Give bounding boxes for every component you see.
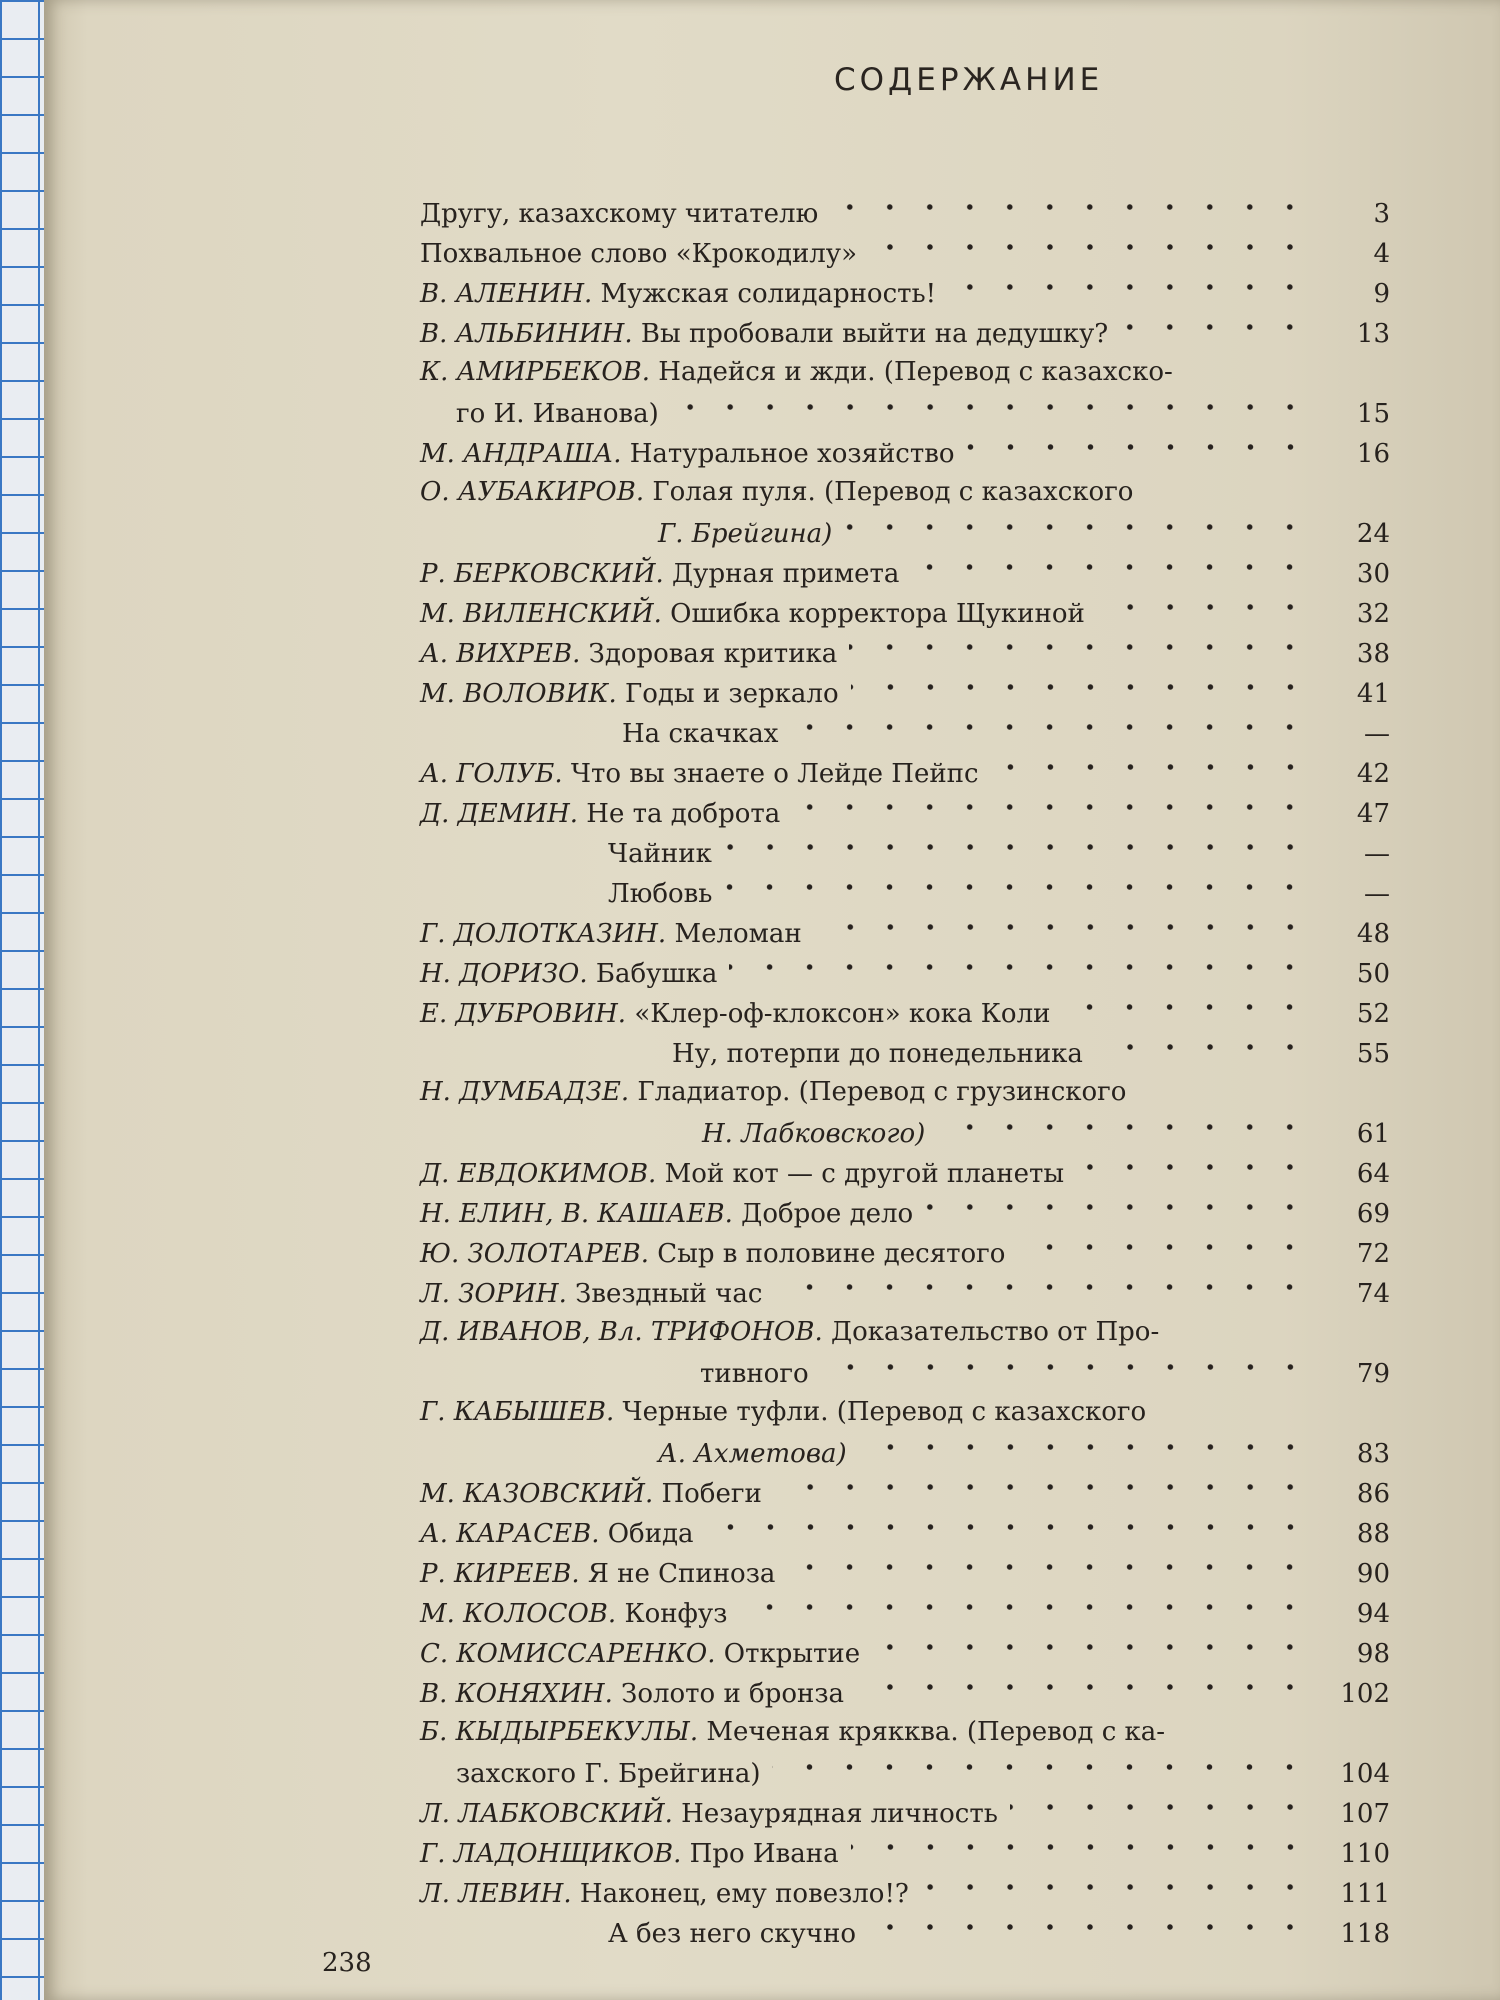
page-number: 90 bbox=[1356, 1559, 1390, 1589]
toc-entry: А. КАРАСЕВ. Обида 88 bbox=[420, 1512, 1390, 1552]
page-number: 86 bbox=[1356, 1479, 1390, 1509]
page-number: 88 bbox=[1356, 1519, 1390, 1549]
toc-entry-continuation: захского Г. Брейгина) 104 bbox=[420, 1752, 1390, 1792]
page-number: — bbox=[1364, 719, 1390, 749]
page-number: 13 bbox=[1356, 319, 1390, 349]
toc-entry: Л. ЛЕВИН. Наконец, ему повезло!? 111 bbox=[420, 1872, 1390, 1912]
graph-paper-background bbox=[0, 0, 46, 2000]
page-number: 102 bbox=[1340, 1679, 1390, 1709]
page-number: 61 bbox=[1356, 1119, 1390, 1149]
page-number: 111 bbox=[1340, 1879, 1390, 1909]
toc-entry: Н. ЕЛИН, В. КАШАЕВ. Доброе дело 69 bbox=[420, 1192, 1390, 1232]
toc-entry: М. КОЛОСОВ. Конфуз 94 bbox=[420, 1592, 1390, 1632]
toc-entry: Ю. ЗОЛОТАРЕВ. Сыр в половине десятого 72 bbox=[420, 1232, 1390, 1272]
toc-entry: М. ВИЛЕНСКИЙ. Ошибка корректора Щукиной 32 bbox=[420, 592, 1390, 632]
page-title: СОДЕРЖАНИЕ bbox=[834, 62, 1104, 98]
toc-entry: А. ВИХРЕВ. Здоровая критика 38 bbox=[420, 632, 1390, 672]
page-number: 41 bbox=[1356, 679, 1390, 709]
toc-entry: Д. ЕВДОКИМОВ. Мой кот — с другой планеты 64 bbox=[420, 1152, 1390, 1192]
page-number: 3 bbox=[1373, 199, 1390, 229]
toc-entry: Похвальное слово «Крокодилу» 4 bbox=[420, 232, 1390, 272]
page-folio: 238 bbox=[322, 1948, 372, 1978]
page-number: 32 bbox=[1356, 599, 1390, 629]
toc-entry: Д. ДЕМИН. Не та доброта 47 bbox=[420, 792, 1390, 832]
page-number: — bbox=[1364, 839, 1390, 869]
toc-entry-sub: Ну, потерпи до понедельника 55 bbox=[420, 1032, 1390, 1072]
page-number: 15 bbox=[1356, 399, 1390, 429]
toc-entry: М. КАЗОВСКИЙ. Побеги 86 bbox=[420, 1472, 1390, 1512]
toc-entry: Р. БЕРКОВСКИЙ. Дурная примета 30 bbox=[420, 552, 1390, 592]
page-number: 16 bbox=[1356, 439, 1390, 469]
toc-entry-continuation: го И. Иванова) 15 bbox=[420, 392, 1390, 432]
toc-entry-sub: Любовь — bbox=[420, 872, 1390, 912]
book-page bbox=[44, 0, 1500, 2000]
toc-entry: Б. КЫДЫРБЕКУЛЫ. Меченая крякква. (Перевод с ка- bbox=[420, 1717, 1166, 1747]
toc-entry: А. ГОЛУБ. Что вы знаете о Лейде Пейпс 42 bbox=[420, 752, 1390, 792]
toc-entry: Г. КАБЫШЕВ. Черные туфли. (Перевод с казахского bbox=[420, 1397, 1147, 1427]
toc-entry-sub: На скачках — bbox=[420, 712, 1390, 752]
toc-entry: Н. ДУМБАДЗЕ. Гладиатор. (Перевод с грузинского bbox=[420, 1077, 1127, 1107]
page-number: 50 bbox=[1356, 959, 1390, 989]
page-number: — bbox=[1364, 879, 1390, 909]
page-number: 94 bbox=[1356, 1599, 1390, 1629]
toc-entry: В. АЛЬБИНИН. Вы пробовали выйти на дедушку? 13 bbox=[420, 312, 1390, 352]
table-of-contents bbox=[420, 192, 1390, 1952]
toc-entry: К. АМИРБЕКОВ. Надейся и жди. (Перевод с казахско- bbox=[420, 357, 1173, 387]
page-number: 42 bbox=[1356, 759, 1390, 789]
page-number: 72 bbox=[1356, 1239, 1390, 1269]
page-number: 48 bbox=[1356, 919, 1390, 949]
toc-entry-continuation: Н. Лабковского) 61 bbox=[420, 1112, 1390, 1152]
toc-entry: Е. ДУБРОВИН. «Клер-оф-клоксон» кока Коли 52 bbox=[420, 992, 1390, 1032]
page-number: 69 bbox=[1356, 1199, 1390, 1229]
page-number: 83 bbox=[1356, 1439, 1390, 1469]
page-number: 110 bbox=[1340, 1839, 1390, 1869]
toc-entry: Р. КИРЕЕВ. Я не Спиноза 90 bbox=[420, 1552, 1390, 1592]
toc-entry: Г. ЛАДОНЩИКОВ. Про Ивана 110 bbox=[420, 1832, 1390, 1872]
page-number: 38 bbox=[1356, 639, 1390, 669]
toc-entry: Д. ИВАНОВ, Вл. ТРИФОНОВ. Доказательство от Про- bbox=[420, 1317, 1160, 1347]
toc-entry: В. КОНЯХИН. Золото и бронза 102 bbox=[420, 1672, 1390, 1712]
page-number: 107 bbox=[1340, 1799, 1390, 1829]
toc-entry: Другу, казахскому читателю 3 bbox=[420, 192, 1390, 232]
page-number: 4 bbox=[1373, 239, 1390, 269]
toc-entry-continuation: А. Ахметова) 83 bbox=[420, 1432, 1390, 1472]
page-number: 47 bbox=[1356, 799, 1390, 829]
page-number: 104 bbox=[1340, 1759, 1390, 1789]
toc-entry: В. АЛЕНИН. Мужская солидарность! 9 bbox=[420, 272, 1390, 312]
toc-entry: Л. ЗОРИН. Звездный час 74 bbox=[420, 1272, 1390, 1312]
page-number: 55 bbox=[1356, 1039, 1390, 1069]
page-number: 79 bbox=[1356, 1359, 1390, 1389]
toc-entry-sub: Чайник — bbox=[420, 832, 1390, 872]
toc-entry: О. АУБАКИРОВ. Голая пуля. (Перевод с казахского bbox=[420, 477, 1134, 507]
page-number: 9 bbox=[1373, 279, 1390, 309]
page-number: 74 bbox=[1356, 1279, 1390, 1309]
page-number: 30 bbox=[1356, 559, 1390, 589]
toc-entry: С. КОМИССАРЕНКО. Открытие 98 bbox=[420, 1632, 1390, 1672]
page-number: 24 bbox=[1356, 519, 1390, 549]
toc-entry: Н. ДОРИЗО. Бабушка 50 bbox=[420, 952, 1390, 992]
page-number: 118 bbox=[1340, 1919, 1390, 1949]
page-number: 98 bbox=[1356, 1639, 1390, 1669]
toc-entry: М. АНДРАША. Натуральное хозяйство 16 bbox=[420, 432, 1390, 472]
toc-entry: Г. ДОЛОТКАЗИН. Меломан 48 bbox=[420, 912, 1390, 952]
toc-entry-continuation: тивного 79 bbox=[420, 1352, 1390, 1392]
toc-entry-sub: А без него скучно 118 bbox=[420, 1912, 1390, 1952]
toc-entry: М. ВОЛОВИК. Годы и зеркало 41 bbox=[420, 672, 1390, 712]
toc-entry-continuation: Г. Брейгина) 24 bbox=[420, 512, 1390, 552]
page-number: 52 bbox=[1356, 999, 1390, 1029]
page-number: 64 bbox=[1356, 1159, 1390, 1189]
toc-entry: Л. ЛАБКОВСКИЙ. Незаурядная личность 107 bbox=[420, 1792, 1390, 1832]
